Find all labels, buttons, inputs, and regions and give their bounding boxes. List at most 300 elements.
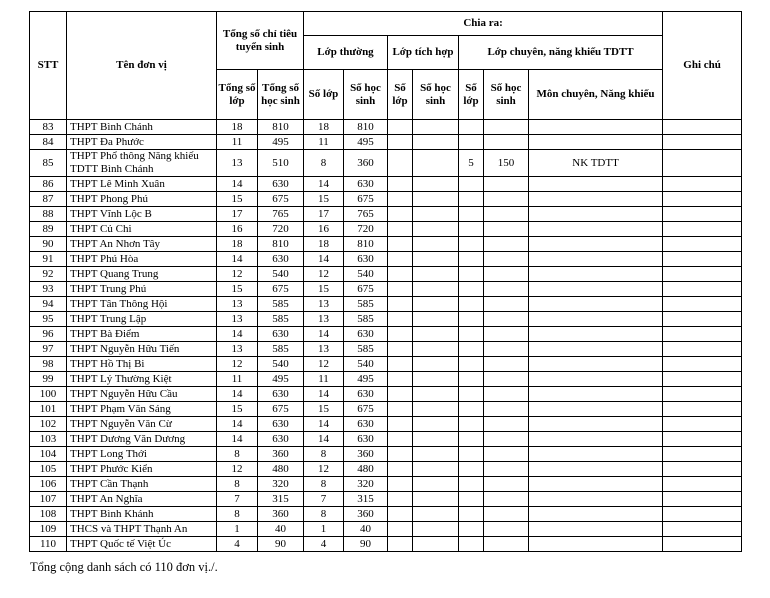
cell-tichhop-so-hoc-sinh [413,417,459,432]
cell-thuong-so-hoc-sinh: 630 [344,252,388,267]
cell-chuyen-so-lop [459,477,484,492]
cell-tichhop-so-hoc-sinh [413,507,459,522]
cell-tichhop-so-lop [388,207,413,222]
table-row [30,462,742,477]
cell-tichhop-so-lop [388,522,413,537]
table-row [30,507,742,522]
cell-thuong-so-hoc-sinh: 630 [344,432,388,447]
cell-ten-don-vi: THPT Củ Chi [67,222,217,237]
cell-tichhop-so-lop [388,282,413,297]
cell-stt: 92 [30,267,67,282]
cell-stt: 110 [30,537,67,552]
header-thuong-so-lop: Số lớp [304,70,344,120]
cell-chuyen-so-lop [459,342,484,357]
cell-ten-don-vi: THPT Nguyễn Hữu Tiến [67,342,217,357]
cell-thuong-so-lop: 16 [304,222,344,237]
header-lop-tich-hop: Lớp tích hợp [388,36,459,70]
cell-tichhop-so-lop [388,237,413,252]
cell-ten-don-vi: THPT Phú Hòa [67,252,217,267]
cell-ghi-chu [663,447,742,462]
table-row [30,492,742,507]
cell-mon-chuyen [529,135,663,150]
table-body [30,120,742,552]
header-tichhop-so-hoc-sinh: Số học sinh [413,70,459,120]
cell-chuyen-so-lop [459,237,484,252]
cell-mon-chuyen [529,342,663,357]
table-row [30,402,742,417]
cell-ten-don-vi: THPT Nguyễn Văn Cừ [67,417,217,432]
cell-thuong-so-hoc-sinh: 540 [344,267,388,282]
cell-stt: 104 [30,447,67,462]
cell-tichhop-so-hoc-sinh [413,492,459,507]
cell-ten-don-vi: THPT Đa Phước [67,135,217,150]
cell-ten-don-vi: THPT Quốc tế Việt Úc [67,537,217,552]
cell-thuong-so-hoc-sinh: 360 [344,150,388,177]
cell-thuong-so-lop: 8 [304,477,344,492]
cell-tong-so-lop: 8 [217,507,258,522]
cell-ghi-chu [663,177,742,192]
cell-tichhop-so-lop [388,477,413,492]
cell-chuyen-so-lop [459,447,484,462]
cell-ten-don-vi: THPT Nguyễn Hữu Cầu [67,387,217,402]
cell-ten-don-vi: THPT Phổ thông Năng khiếu TDTT Bình Chánh [67,150,217,177]
cell-tichhop-so-lop [388,507,413,522]
cell-thuong-so-lop: 12 [304,357,344,372]
cell-ghi-chu [663,252,742,267]
header-thuong-so-hoc-sinh: Số học sinh [344,70,388,120]
cell-mon-chuyen [529,357,663,372]
cell-tong-so-hoc-sinh: 585 [258,312,304,327]
cell-tichhop-so-hoc-sinh [413,372,459,387]
cell-tichhop-so-hoc-sinh [413,312,459,327]
cell-ghi-chu [663,357,742,372]
cell-thuong-so-lop: 8 [304,447,344,462]
cell-ghi-chu [663,192,742,207]
cell-chuyen-so-lop [459,462,484,477]
cell-mon-chuyen [529,267,663,282]
table-row [30,417,742,432]
cell-chuyen-so-lop [459,207,484,222]
cell-thuong-so-lop: 13 [304,342,344,357]
cell-tong-so-hoc-sinh: 40 [258,522,304,537]
cell-chuyen-so-hoc-sinh [484,537,529,552]
table-row [30,120,742,135]
table-row [30,372,742,387]
cell-thuong-so-hoc-sinh: 675 [344,192,388,207]
cell-tong-so-lop: 13 [217,297,258,312]
cell-tong-so-hoc-sinh: 315 [258,492,304,507]
cell-chuyen-so-hoc-sinh [484,477,529,492]
cell-ten-don-vi: THPT Dương Văn Dương [67,432,217,447]
cell-ghi-chu [663,537,742,552]
cell-mon-chuyen [529,222,663,237]
cell-chuyen-so-hoc-sinh [484,402,529,417]
cell-chuyen-so-lop [459,312,484,327]
cell-ten-don-vi: THPT Lê Minh Xuân [67,177,217,192]
cell-thuong-so-hoc-sinh: 540 [344,357,388,372]
cell-chuyen-so-hoc-sinh [484,282,529,297]
cell-chuyen-so-lop [459,297,484,312]
cell-stt: 83 [30,120,67,135]
cell-mon-chuyen [529,120,663,135]
table-row [30,327,742,342]
cell-ghi-chu [663,507,742,522]
cell-tichhop-so-lop [388,492,413,507]
cell-chuyen-so-hoc-sinh [484,237,529,252]
cell-tong-so-hoc-sinh: 630 [258,252,304,267]
cell-mon-chuyen [529,522,663,537]
cell-tichhop-so-hoc-sinh [413,387,459,402]
cell-ten-don-vi: THCS và THPT Thạnh An [67,522,217,537]
cell-chuyen-so-lop [459,120,484,135]
cell-tichhop-so-lop [388,537,413,552]
cell-mon-chuyen [529,417,663,432]
table-row [30,432,742,447]
cell-tichhop-so-hoc-sinh [413,522,459,537]
cell-ten-don-vi: THPT Lý Thường Kiệt [67,372,217,387]
cell-thuong-so-hoc-sinh: 630 [344,387,388,402]
cell-tong-so-lop: 12 [217,357,258,372]
table-row [30,537,742,552]
header-chuyen-so-hoc-sinh: Số học sinh [484,70,529,120]
cell-tichhop-so-hoc-sinh [413,357,459,372]
cell-tichhop-so-lop [388,252,413,267]
cell-thuong-so-hoc-sinh: 720 [344,222,388,237]
cell-tichhop-so-lop [388,222,413,237]
table-row [30,192,742,207]
cell-thuong-so-hoc-sinh: 320 [344,477,388,492]
table-row [30,477,742,492]
cell-stt: 107 [30,492,67,507]
cell-ten-don-vi: THPT Trung Phú [67,282,217,297]
cell-tong-so-hoc-sinh: 630 [258,432,304,447]
cell-ghi-chu [663,372,742,387]
cell-chuyen-so-hoc-sinh [484,327,529,342]
table-row [30,447,742,462]
cell-chuyen-so-hoc-sinh [484,387,529,402]
cell-tong-so-lop: 14 [217,417,258,432]
cell-chuyen-so-hoc-sinh [484,135,529,150]
cell-tong-so-hoc-sinh: 675 [258,282,304,297]
cell-thuong-so-lop: 14 [304,177,344,192]
cell-thuong-so-hoc-sinh: 810 [344,237,388,252]
cell-stt: 84 [30,135,67,150]
cell-tong-so-hoc-sinh: 480 [258,462,304,477]
cell-chuyen-so-lop: 5 [459,150,484,177]
cell-mon-chuyen [529,297,663,312]
header-lop-chuyen: Lớp chuyên, năng khiếu TDTT [459,36,663,70]
cell-tong-so-hoc-sinh: 810 [258,237,304,252]
cell-tichhop-so-lop [388,312,413,327]
cell-ghi-chu [663,462,742,477]
cell-tong-so-hoc-sinh: 320 [258,477,304,492]
table-row [30,387,742,402]
cell-mon-chuyen [529,432,663,447]
cell-mon-chuyen [529,477,663,492]
cell-tichhop-so-hoc-sinh [413,297,459,312]
cell-tong-so-hoc-sinh: 675 [258,402,304,417]
cell-thuong-so-lop: 12 [304,462,344,477]
cell-ghi-chu [663,150,742,177]
cell-thuong-so-hoc-sinh: 90 [344,537,388,552]
cell-chuyen-so-hoc-sinh [484,507,529,522]
cell-tong-so-lop: 18 [217,120,258,135]
cell-thuong-so-hoc-sinh: 315 [344,492,388,507]
table-row [30,282,742,297]
cell-mon-chuyen [529,237,663,252]
cell-tong-so-hoc-sinh: 540 [258,267,304,282]
cell-chuyen-so-hoc-sinh [484,120,529,135]
cell-tong-so-hoc-sinh: 720 [258,222,304,237]
cell-ghi-chu [663,222,742,237]
cell-stt: 87 [30,192,67,207]
cell-chuyen-so-lop [459,267,484,282]
header-chia-ra: Chia ra: [304,12,663,36]
cell-stt: 85 [30,150,67,177]
cell-chuyen-so-hoc-sinh [484,207,529,222]
cell-ten-don-vi: THPT Hồ Thị Bi [67,357,217,372]
total-units-note: Tổng cộng danh sách có 110 đơn vị./. [30,560,218,574]
cell-thuong-so-hoc-sinh: 480 [344,462,388,477]
cell-chuyen-so-hoc-sinh [484,342,529,357]
cell-tichhop-so-lop [388,177,413,192]
header-lop-thuong: Lớp thường [304,36,388,70]
cell-ghi-chu [663,432,742,447]
cell-tong-so-lop: 13 [217,342,258,357]
cell-tong-so-hoc-sinh: 630 [258,417,304,432]
cell-tichhop-so-hoc-sinh [413,342,459,357]
cell-thuong-so-lop: 8 [304,507,344,522]
cell-ghi-chu [663,135,742,150]
cell-mon-chuyen [529,387,663,402]
cell-chuyen-so-lop [459,282,484,297]
cell-ghi-chu [663,342,742,357]
cell-chuyen-so-hoc-sinh [484,447,529,462]
cell-chuyen-so-lop [459,507,484,522]
cell-stt: 96 [30,327,67,342]
cell-thuong-so-hoc-sinh: 675 [344,282,388,297]
cell-chuyen-so-lop [459,492,484,507]
cell-ten-don-vi: THPT Tân Thông Hội [67,297,217,312]
cell-thuong-so-lop: 14 [304,432,344,447]
cell-thuong-so-hoc-sinh: 360 [344,447,388,462]
cell-thuong-so-lop: 18 [304,237,344,252]
cell-stt: 98 [30,357,67,372]
table-row [30,222,742,237]
cell-tichhop-so-hoc-sinh [413,327,459,342]
cell-tichhop-so-lop [388,342,413,357]
cell-tichhop-so-lop [388,432,413,447]
cell-ghi-chu [663,312,742,327]
cell-tong-so-hoc-sinh: 810 [258,120,304,135]
cell-tong-so-lop: 17 [217,207,258,222]
cell-mon-chuyen [529,372,663,387]
cell-mon-chuyen [529,282,663,297]
cell-ghi-chu [663,327,742,342]
cell-tong-so-lop: 8 [217,477,258,492]
cell-tichhop-so-lop [388,135,413,150]
cell-tong-so-lop: 12 [217,462,258,477]
cell-tong-so-hoc-sinh: 495 [258,135,304,150]
document-body [29,11,742,575]
cell-thuong-so-hoc-sinh: 40 [344,522,388,537]
cell-thuong-so-hoc-sinh: 585 [344,342,388,357]
cell-thuong-so-lop: 1 [304,522,344,537]
cell-stt: 95 [30,312,67,327]
cell-chuyen-so-lop [459,177,484,192]
cell-stt: 93 [30,282,67,297]
table-row [30,135,742,150]
cell-chuyen-so-lop [459,357,484,372]
cell-tichhop-so-lop [388,402,413,417]
cell-mon-chuyen [529,207,663,222]
cell-chuyen-so-lop [459,372,484,387]
cell-tong-so-lop: 8 [217,447,258,462]
cell-mon-chuyen [529,537,663,552]
cell-thuong-so-lop: 12 [304,267,344,282]
table-header [30,12,742,120]
cell-mon-chuyen: NK TDTT [529,150,663,177]
cell-tichhop-so-hoc-sinh [413,237,459,252]
cell-tichhop-so-hoc-sinh [413,402,459,417]
cell-tong-so-hoc-sinh: 510 [258,150,304,177]
cell-chuyen-so-hoc-sinh [484,312,529,327]
cell-tong-so-hoc-sinh: 495 [258,372,304,387]
cell-chuyen-so-lop [459,252,484,267]
cell-mon-chuyen [529,447,663,462]
cell-tong-so-hoc-sinh: 360 [258,447,304,462]
cell-tichhop-so-hoc-sinh [413,120,459,135]
cell-chuyen-so-lop [459,402,484,417]
header-stt: STT [30,12,67,120]
cell-tong-so-hoc-sinh: 675 [258,192,304,207]
cell-tong-so-lop: 7 [217,492,258,507]
table-row [30,342,742,357]
cell-tichhop-so-lop [388,120,413,135]
cell-tong-so-lop: 18 [217,237,258,252]
table-row [30,312,742,327]
cell-tong-so-hoc-sinh: 585 [258,297,304,312]
cell-thuong-so-lop: 11 [304,372,344,387]
cell-chuyen-so-hoc-sinh [484,417,529,432]
cell-chuyen-so-lop [459,387,484,402]
cell-mon-chuyen [529,507,663,522]
cell-chuyen-so-lop [459,522,484,537]
cell-ghi-chu [663,282,742,297]
cell-thuong-so-lop: 4 [304,537,344,552]
cell-tichhop-so-hoc-sinh [413,282,459,297]
cell-tong-so-lop: 11 [217,372,258,387]
cell-mon-chuyen [529,192,663,207]
cell-chuyen-so-hoc-sinh [484,222,529,237]
cell-ghi-chu [663,237,742,252]
cell-thuong-so-hoc-sinh: 495 [344,135,388,150]
cell-thuong-so-hoc-sinh: 810 [344,120,388,135]
table-row [30,177,742,192]
cell-tichhop-so-lop [388,150,413,177]
cell-tichhop-so-lop [388,327,413,342]
cell-ten-don-vi: THPT Quang Trung [67,267,217,282]
cell-tichhop-so-hoc-sinh [413,462,459,477]
cell-tichhop-so-hoc-sinh [413,207,459,222]
cell-mon-chuyen [529,462,663,477]
cell-thuong-so-hoc-sinh: 360 [344,507,388,522]
cell-tichhop-so-lop [388,447,413,462]
cell-mon-chuyen [529,492,663,507]
cell-ten-don-vi: THPT Vĩnh Lộc B [67,207,217,222]
cell-thuong-so-lop: 7 [304,492,344,507]
cell-tong-so-lop: 16 [217,222,258,237]
cell-tichhop-so-hoc-sinh [413,477,459,492]
cell-tong-so-lop: 12 [217,267,258,282]
cell-chuyen-so-lop [459,135,484,150]
cell-chuyen-so-lop [459,222,484,237]
cell-tong-so-hoc-sinh: 765 [258,207,304,222]
cell-ten-don-vi: THPT Bà Điểm [67,327,217,342]
cell-ten-don-vi: THPT Trung Lập [67,312,217,327]
cell-thuong-so-lop: 11 [304,135,344,150]
cell-tichhop-so-hoc-sinh [413,192,459,207]
cell-chuyen-so-hoc-sinh [484,462,529,477]
cell-tichhop-so-lop [388,267,413,282]
cell-chuyen-so-lop [459,432,484,447]
cell-tong-so-hoc-sinh: 630 [258,387,304,402]
cell-thuong-so-lop: 13 [304,297,344,312]
cell-tong-so-lop: 14 [217,327,258,342]
cell-thuong-so-hoc-sinh: 630 [344,417,388,432]
cell-thuong-so-hoc-sinh: 630 [344,327,388,342]
cell-thuong-so-lop: 14 [304,252,344,267]
cell-tong-so-lop: 13 [217,312,258,327]
cell-thuong-so-lop: 8 [304,150,344,177]
header-tichhop-so-lop: Số lớp [388,70,413,120]
header-tong-so-chi-tieu: Tổng số chỉ tiêu tuyển sinh [217,12,304,70]
header-chuyen-so-lop: Số lớp [459,70,484,120]
cell-tong-so-lop: 15 [217,192,258,207]
cell-thuong-so-lop: 15 [304,282,344,297]
cell-ghi-chu [663,297,742,312]
cell-tichhop-so-lop [388,357,413,372]
cell-ghi-chu [663,417,742,432]
cell-stt: 89 [30,222,67,237]
cell-chuyen-so-hoc-sinh [484,192,529,207]
cell-thuong-so-lop: 18 [304,120,344,135]
cell-mon-chuyen [529,177,663,192]
cell-tichhop-so-hoc-sinh [413,537,459,552]
header-mon-chuyen: Môn chuyên, Năng khiếu [529,70,663,120]
cell-chuyen-so-hoc-sinh [484,177,529,192]
cell-stt: 103 [30,432,67,447]
table-row [30,237,742,252]
cell-thuong-so-hoc-sinh: 585 [344,312,388,327]
cell-thuong-so-lop: 14 [304,387,344,402]
cell-thuong-so-lop: 14 [304,327,344,342]
cell-tichhop-so-hoc-sinh [413,432,459,447]
header-ghi-chu: Ghi chú [663,12,742,120]
cell-tong-so-lop: 14 [217,252,258,267]
cell-thuong-so-lop: 15 [304,192,344,207]
cell-tong-so-hoc-sinh: 90 [258,537,304,552]
cell-thuong-so-hoc-sinh: 675 [344,402,388,417]
table-row [30,252,742,267]
cell-thuong-so-hoc-sinh: 630 [344,177,388,192]
cell-tichhop-so-hoc-sinh [413,177,459,192]
cell-stt: 106 [30,477,67,492]
cell-stt: 90 [30,237,67,252]
cell-chuyen-so-hoc-sinh [484,252,529,267]
cell-chuyen-so-lop [459,192,484,207]
cell-stt: 101 [30,402,67,417]
